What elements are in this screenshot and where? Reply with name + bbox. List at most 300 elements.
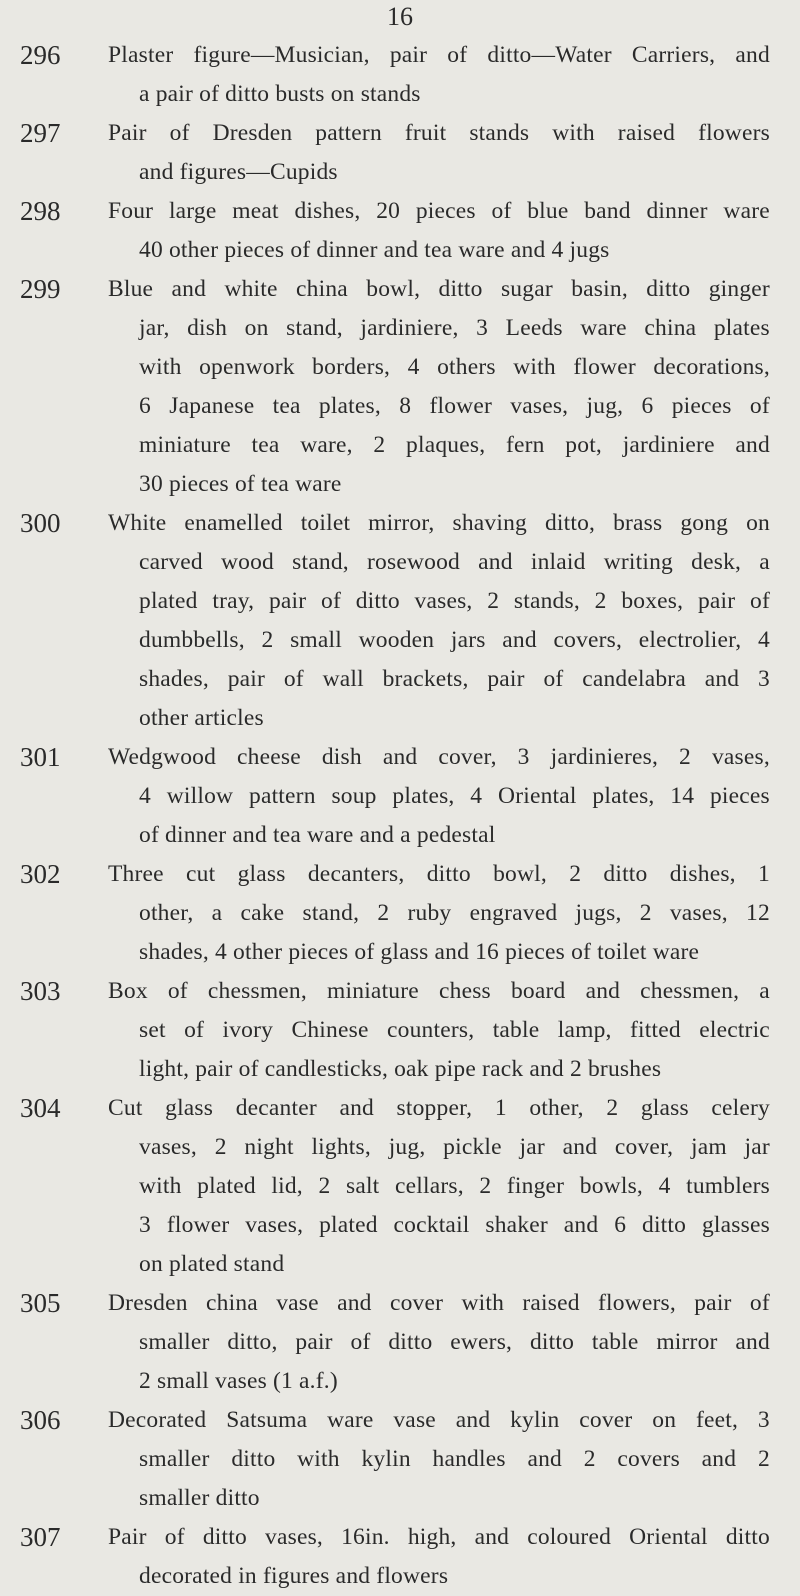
word: ditto [642, 1212, 687, 1238]
word: and [171, 276, 207, 302]
word: and [337, 1290, 372, 1316]
lot-description-line [108, 348, 770, 387]
word: with [139, 354, 182, 380]
word: writing [603, 549, 674, 575]
word: board [510, 978, 566, 1004]
word: 2 [214, 1134, 227, 1160]
lot-description-line: a pair of ditto busts on stands [139, 81, 421, 107]
lot-description-line [108, 270, 770, 309]
word: stands [469, 120, 530, 146]
word: plaques, [406, 432, 486, 458]
word: cellars, [394, 1173, 464, 1199]
word: ginger [708, 276, 770, 302]
lot-entry [0, 1089, 800, 1284]
lot-entry [0, 1401, 800, 1518]
lot-description [108, 855, 800, 972]
word: candelabra [582, 666, 686, 692]
word: ware, [300, 432, 353, 458]
lot-description-line [108, 1323, 770, 1362]
word: with [461, 1290, 505, 1316]
lot-description-line [108, 1011, 770, 1050]
lot-description-line: and figures—Cupids [139, 159, 338, 185]
word: ditto [646, 276, 691, 302]
word: a [759, 978, 770, 1004]
word: Pair [108, 1524, 147, 1550]
word: 4 [407, 354, 420, 380]
word: tea [251, 432, 280, 458]
word: smaller [139, 1329, 210, 1355]
word: and [701, 1446, 737, 1472]
word: electric [699, 1017, 770, 1043]
word: stand, [292, 549, 349, 575]
lot-description-line [108, 972, 770, 1011]
word: plates, [392, 783, 455, 809]
word: 20 [376, 198, 401, 224]
word: 8 [399, 393, 412, 419]
word: on [746, 510, 770, 536]
word: china [644, 315, 697, 341]
word: of [169, 120, 190, 146]
lot-description-line: of dinner and tea ware and a pedestal [139, 822, 496, 848]
word: ditto [355, 588, 400, 614]
word: ditto, [544, 510, 596, 536]
word: Japanese [169, 393, 255, 419]
word: 2 [639, 900, 652, 926]
word: 6 [641, 393, 654, 419]
word: 4 [470, 783, 483, 809]
lot-entry [0, 270, 800, 504]
word: flower [573, 354, 636, 380]
word: with [297, 1446, 340, 1472]
word: rosewood [367, 549, 460, 575]
word: miniature [139, 432, 231, 458]
word: wall [322, 666, 364, 692]
word: flower [166, 1212, 230, 1238]
word: with [139, 1173, 182, 1199]
lot-description-line: shades, 4 other pieces of glass and 16 pieces of toilet ware [139, 939, 700, 965]
lot-description [108, 738, 800, 855]
word: finger [506, 1173, 565, 1199]
lot-description-line [108, 660, 770, 699]
word: vases, [245, 1212, 304, 1238]
word: 16in. [341, 1524, 390, 1550]
word: glasses [701, 1212, 770, 1238]
page-number: 16 [387, 2, 413, 31]
word: handles [432, 1446, 506, 1472]
lot-description-line [108, 504, 770, 543]
lot-number: 304 [20, 1093, 61, 1123]
lot-description-line [108, 309, 770, 348]
word: and [502, 627, 537, 653]
word: Cut [108, 1095, 143, 1121]
word: 2 [569, 861, 582, 887]
word: brackets, [382, 666, 469, 692]
word: cover [579, 1407, 633, 1433]
word: pattern [315, 120, 382, 146]
word: dumbbells, [139, 627, 245, 653]
word: Carriers, [631, 42, 716, 68]
word: plated [139, 588, 198, 614]
lot-description-line: light, pair of candlesticks, oak pipe rack and 2 brushes [139, 1056, 662, 1082]
lot-description-line [108, 114, 770, 153]
word: cover, [614, 1134, 674, 1160]
word: ditto—Water [487, 42, 612, 68]
word: of [283, 666, 304, 692]
word: ditto [603, 861, 648, 887]
word: smaller [139, 1446, 210, 1472]
word: enamelled [184, 510, 283, 536]
lot-number: 300 [20, 508, 61, 538]
word: pieces [709, 783, 770, 809]
word: on [244, 315, 269, 341]
word: set [139, 1017, 166, 1043]
word: of [491, 198, 512, 224]
word: decanters, [307, 861, 405, 887]
word: flower [429, 393, 492, 419]
lot-number: 305 [20, 1288, 61, 1318]
lot-entry [0, 972, 800, 1089]
word: 4 [757, 627, 770, 653]
lot-entry [0, 1284, 800, 1401]
word: Dresden [108, 1290, 188, 1316]
word: sugar [500, 276, 553, 302]
word: jug, [388, 1134, 426, 1160]
word: 2 [261, 627, 274, 653]
word: ditto [438, 276, 483, 302]
word: brass [613, 510, 663, 536]
word: Three [108, 861, 164, 887]
lot-number: 303 [20, 976, 61, 1006]
word: a [211, 900, 223, 926]
word: glass [640, 1095, 689, 1121]
word: 3 [139, 1212, 151, 1238]
word: 4 [658, 1173, 671, 1199]
word: lamp, [557, 1017, 612, 1043]
lot-description-line [108, 387, 770, 426]
word: pair [295, 1329, 333, 1355]
word: 3 [517, 744, 530, 770]
word: desk, [691, 549, 742, 575]
word: jardiniere [622, 432, 715, 458]
lot-description-line: decorated in figures and flowers [139, 1563, 449, 1589]
lot-list [0, 36, 800, 1596]
word: pair [694, 1290, 732, 1316]
word: cheese [237, 744, 301, 770]
word: figure—Musician, [193, 42, 370, 68]
word: flowers [698, 120, 770, 146]
lot-description-line [108, 1128, 770, 1167]
word: kylin [361, 1446, 411, 1472]
word: Pair [108, 120, 147, 146]
lot-description [108, 504, 800, 738]
lot-description-line [108, 36, 770, 75]
lot-description-line [108, 1089, 770, 1128]
word: wooden [358, 627, 435, 653]
word: china [296, 276, 348, 302]
word: glass [165, 1095, 214, 1121]
lot-entry [0, 36, 800, 114]
lot-description-line [108, 855, 770, 894]
word: electrolier, [638, 627, 742, 653]
word: pair [268, 588, 307, 614]
word: 3 [476, 315, 489, 341]
word: feet, [696, 1407, 739, 1433]
word: Box [108, 978, 148, 1004]
word: vase [393, 1407, 436, 1433]
word: of [350, 1329, 371, 1355]
word: 2 [487, 588, 500, 614]
word: decorations, [653, 354, 770, 380]
lot-entry [0, 114, 800, 192]
word: jardinieres, [550, 744, 659, 770]
word: a [759, 549, 770, 575]
word: chessmen, [640, 978, 740, 1004]
word: kylin [510, 1407, 560, 1433]
lot-description-line [108, 1401, 770, 1440]
lot-description-line [108, 543, 770, 582]
lot-description [108, 36, 800, 114]
word: Plaster [108, 42, 174, 68]
word: engraved [469, 900, 558, 926]
word: of [167, 978, 188, 1004]
word: counters, [387, 1017, 475, 1043]
lot-entry [0, 738, 800, 855]
word: pattern [249, 783, 316, 809]
word: of [543, 666, 564, 692]
lot-description-line [108, 777, 770, 816]
word: bowls, [579, 1173, 644, 1199]
lot-entry [0, 504, 800, 738]
word: meat [232, 198, 279, 224]
word: boxes, [621, 588, 684, 614]
word: Oriental [498, 783, 577, 809]
word: 3 [757, 1407, 770, 1433]
word: of [184, 1017, 205, 1043]
word: and [478, 549, 513, 575]
lot-description [108, 270, 800, 504]
word: plated [197, 1173, 256, 1199]
word: vases, [265, 1524, 323, 1550]
lot-description-line: 40 other pieces of dinner and tea ware and 4 jugs [139, 237, 610, 263]
word: soup [331, 783, 377, 809]
word: ditto [388, 1329, 433, 1355]
word: lid, [271, 1173, 303, 1199]
word: covers, [553, 627, 623, 653]
word: and [527, 1446, 562, 1472]
word: of [750, 588, 770, 614]
word: 2 [583, 1446, 596, 1472]
word: and [455, 1407, 491, 1433]
word: raised [617, 120, 676, 146]
word: 2 [373, 432, 386, 458]
word: stand, [286, 315, 343, 341]
lot-description [108, 972, 800, 1089]
word: raised [522, 1290, 580, 1316]
word: ware [327, 1407, 374, 1433]
word: vases, [414, 588, 473, 614]
word: ditto [529, 1329, 575, 1355]
word: 2 [594, 588, 607, 614]
word: of [164, 1524, 185, 1550]
lot-description-line: smaller ditto [139, 1485, 260, 1511]
word: jug, [586, 393, 624, 419]
word: cover [389, 1290, 444, 1316]
word: shaving [452, 510, 527, 536]
word: Wedgwood [108, 744, 217, 770]
lot-description [108, 192, 800, 270]
lot-entry [0, 855, 800, 972]
word: Satsuma [226, 1407, 308, 1433]
word: chessmen, [207, 978, 307, 1004]
word: Dresden [212, 120, 293, 146]
word: salt [345, 1173, 380, 1199]
word: high, [407, 1524, 457, 1550]
word: 2 [606, 1095, 619, 1121]
word: stand, [302, 900, 360, 926]
word: Leeds [505, 315, 563, 341]
word: pair [227, 666, 266, 692]
word: 4 [139, 783, 151, 809]
word: shades, [139, 666, 209, 692]
word: fitted [630, 1017, 681, 1043]
word: cut [186, 861, 216, 887]
lot-description-line [108, 582, 770, 621]
word: cover, [438, 744, 497, 770]
word: plates, [592, 783, 655, 809]
word: vase [276, 1290, 319, 1316]
lot-description-line [108, 1167, 770, 1206]
word: dish [187, 315, 228, 341]
word: of [447, 42, 468, 68]
word: blue [527, 198, 569, 224]
lot-entry [0, 1518, 800, 1596]
word: bowl, [493, 861, 547, 887]
word: white [224, 276, 278, 302]
lot-description [108, 114, 800, 192]
word: shaker [485, 1212, 548, 1238]
word: ditto [202, 1524, 247, 1550]
word: jars [450, 627, 486, 653]
word: ditto, [227, 1329, 278, 1355]
word: miniature [327, 978, 419, 1004]
lot-description-line: on plated stand [139, 1251, 285, 1277]
word: jar, [139, 315, 170, 341]
word: other, [139, 900, 194, 926]
word: 6 [139, 393, 151, 419]
word: fern [505, 432, 545, 458]
lot-description-line [108, 894, 770, 933]
word: pair [487, 666, 525, 692]
word: dishes, [294, 198, 361, 224]
word: Chinese [291, 1017, 369, 1043]
word: covers [617, 1446, 680, 1472]
word: 1 [758, 861, 770, 887]
word: plates [713, 315, 770, 341]
word: small [290, 627, 342, 653]
word: wood [220, 549, 275, 575]
word: dishes, [669, 861, 736, 887]
word: stopper, [396, 1095, 473, 1121]
word: and [735, 432, 770, 458]
word: 1 [494, 1095, 507, 1121]
word: Blue [108, 276, 154, 302]
word: table [492, 1017, 540, 1043]
lot-description [108, 1284, 800, 1401]
word: table [591, 1329, 639, 1355]
word: and [339, 1095, 374, 1121]
word: tumblers [686, 1173, 770, 1199]
word: vases, [139, 1134, 197, 1160]
lot-description-line [108, 1518, 770, 1557]
word: ware [580, 315, 627, 341]
lot-number: 301 [20, 742, 61, 772]
lot-description [108, 1401, 800, 1518]
lot-number: 302 [20, 859, 61, 889]
word: and [382, 744, 418, 770]
word: tray, [212, 588, 255, 614]
word: plates, [318, 393, 381, 419]
lot-description-line [108, 1206, 770, 1245]
word: carved [139, 549, 203, 575]
word: band [584, 198, 631, 224]
word: pieces [671, 393, 732, 419]
word: jar [744, 1134, 770, 1160]
lot-description [108, 1089, 800, 1284]
word: 2 [679, 744, 691, 770]
word: jugs, [575, 900, 622, 926]
word: dinner [646, 198, 708, 224]
word: cocktail [393, 1212, 470, 1238]
word: Decorated [108, 1407, 207, 1433]
word: willow [166, 783, 234, 809]
word: decanter [235, 1095, 317, 1121]
word: celery [711, 1095, 770, 1121]
word: chess [438, 978, 491, 1004]
lot-entry [0, 192, 800, 270]
word: 2 [377, 900, 390, 926]
word: stands, [513, 588, 580, 614]
word: pickle [443, 1134, 502, 1160]
word: inlaid [530, 549, 586, 575]
word: with [513, 354, 556, 380]
word: 2 [318, 1173, 331, 1199]
word: 6 [614, 1212, 627, 1238]
word: ditto [231, 1446, 276, 1472]
word: plated [319, 1212, 378, 1238]
word: pot, [565, 432, 603, 458]
word: toilet [300, 510, 351, 536]
word: mirror, [368, 510, 435, 536]
word: 3 [758, 666, 770, 692]
word: mirror [656, 1329, 718, 1355]
word: Oriental [629, 1524, 708, 1550]
word: other, [529, 1095, 584, 1121]
lot-description-line [108, 621, 770, 660]
lot-number: 296 [20, 40, 61, 70]
lot-number: 307 [20, 1522, 61, 1552]
lot-description-line: 30 pieces of tea ware [139, 471, 342, 497]
word: jam [690, 1134, 727, 1160]
word: gong [680, 510, 729, 536]
word: ruby [407, 900, 452, 926]
word: on [652, 1407, 677, 1433]
word: vases, [510, 393, 569, 419]
word: vases, [669, 900, 728, 926]
word: cake [240, 900, 285, 926]
word: pair [389, 42, 428, 68]
lot-description-line [108, 192, 770, 231]
lot-description-line [108, 1440, 770, 1479]
